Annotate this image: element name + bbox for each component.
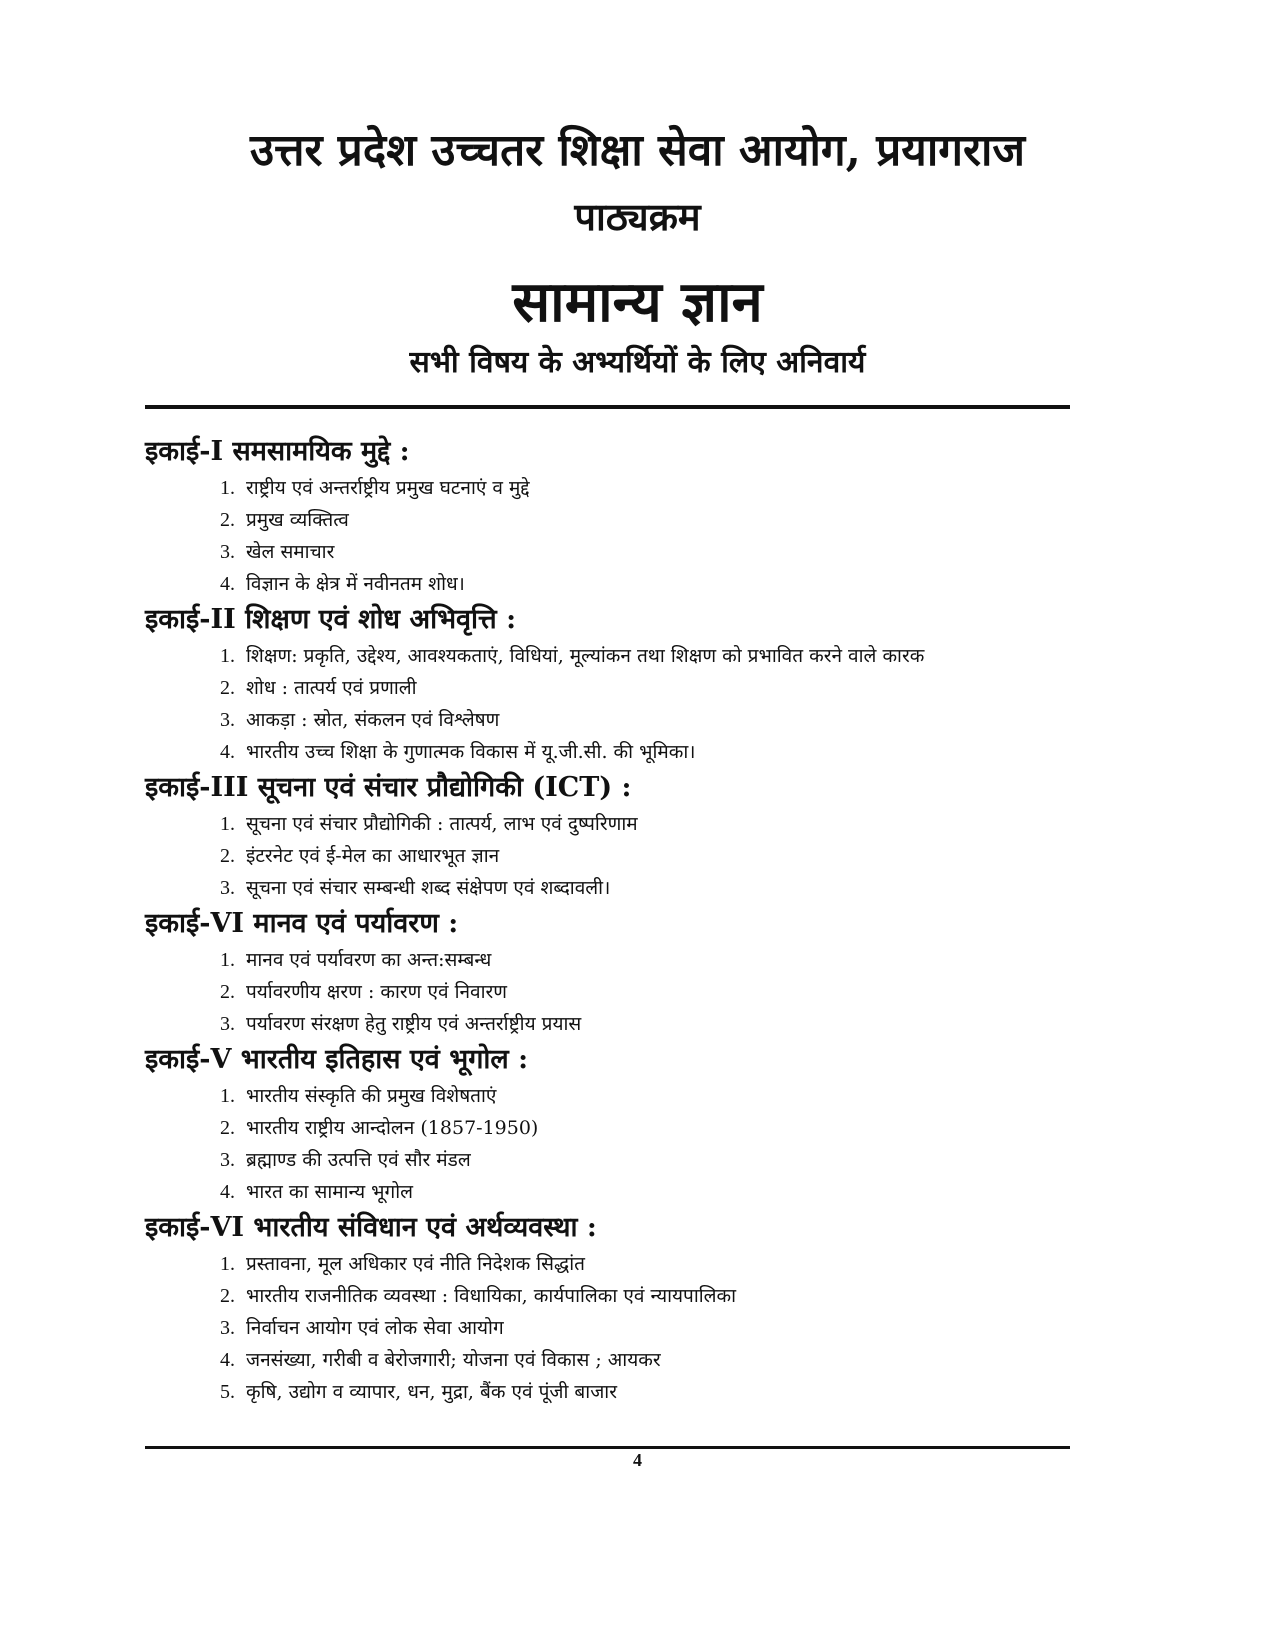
list-item <box>145 736 1075 768</box>
unit-heading: इकाई-VI भारतीय संविधान एवं अर्थव्यवस्था : <box>145 1212 597 1243</box>
list-item <box>145 504 1075 536</box>
list-item <box>145 1008 1075 1040</box>
item-text: राष्ट्रीय एवं अन्तर्राष्ट्रीय प्रमुख घटनाएं व मुद्दे <box>246 477 530 499</box>
list-item <box>145 976 1075 1008</box>
item-number: 1. <box>220 477 235 499</box>
list-item <box>145 1080 1075 1112</box>
item-number: 3. <box>220 1149 235 1171</box>
list-item <box>145 472 1075 504</box>
list-item <box>145 872 1075 904</box>
item-text: प्रस्तावना, मूल अधिकार एवं नीति निदेशक सिद्धांत <box>246 1253 585 1275</box>
syllabus-units <box>145 432 1075 1408</box>
list-item <box>145 1176 1075 1208</box>
item-number: 3. <box>220 1013 235 1035</box>
list-item <box>145 944 1075 976</box>
item-text: भारतीय राजनीतिक व्यवस्था : विधायिका, कार्यपालिका एवं न्यायपालिका <box>246 1285 737 1307</box>
item-number: 2. <box>220 1117 235 1139</box>
item-number: 2. <box>220 981 235 1003</box>
list-item <box>145 1280 1075 1312</box>
unit-heading: इकाई-I समसामयिक मुद्दे : <box>145 436 410 467</box>
list-item <box>145 672 1075 704</box>
item-text: भारतीय संस्कृति की प्रमुख विशेषताएं <box>246 1085 497 1107</box>
item-number: 4. <box>220 1349 235 1371</box>
item-number: 4. <box>220 1181 235 1203</box>
item-text: ब्रह्माण्ड की उत्पत्ति एवं सौर मंडल <box>246 1149 471 1171</box>
item-number: 1. <box>220 1253 235 1275</box>
list-item <box>145 1112 1075 1144</box>
page-number: 4 <box>633 1450 642 1470</box>
item-number: 3. <box>220 541 235 563</box>
list-item <box>145 704 1075 736</box>
unit-heading: इकाई-V भारतीय इतिहास एवं भूगोल : <box>145 1044 529 1075</box>
item-text: शोध : तात्पर्य एवं प्रणाली <box>246 677 417 699</box>
item-text: इंटरनेट एवं ई-मेल का आधारभूत ज्ञान <box>246 845 500 867</box>
item-number: 3. <box>220 1317 235 1339</box>
item-number: 5. <box>220 1381 235 1403</box>
item-number: 1. <box>220 1085 235 1107</box>
list-item <box>145 568 1075 600</box>
item-text: आकड़ा : स्रोत, संकलन एवं विश्लेषण <box>246 709 500 731</box>
subject-title: सामान्य ज्ञान <box>512 269 763 335</box>
unit-heading: इकाई-II शिक्षण एवं शोध अभिवृत्ति : <box>145 604 517 635</box>
item-text: प्रमुख व्यक्तित्व <box>246 509 349 531</box>
item-text: सूचना एवं संचार सम्बन्धी शब्द संक्षेपण एवं शब्दावली। <box>246 877 611 899</box>
item-number: 2. <box>220 509 235 531</box>
item-number: 2. <box>220 677 235 699</box>
item-number: 3. <box>220 709 235 731</box>
item-text: भारतीय उच्च शिक्षा के गुणात्मक विकास में यू.जी.सी. की भूमिका। <box>246 741 696 763</box>
item-number: 4. <box>220 741 235 763</box>
list-item <box>145 1144 1075 1176</box>
document-title: उत्तर प्रदेश उच्चतर शिक्षा सेवा आयोग, प्रयागराज <box>249 125 1026 176</box>
item-text: खेल समाचार <box>246 541 335 563</box>
mandatory-note: सभी विषय के अभ्यर्थियों के लिए अनिवार्य <box>409 345 866 380</box>
item-text: पर्यावरण संरक्षण हेतु राष्ट्रीय एवं अन्तर्राष्ट्रीय प्रयास <box>246 1013 582 1035</box>
bottom-divider <box>145 1446 1070 1449</box>
item-text: सूचना एवं संचार प्रौद्योगिकी : तात्पर्य, लाभ एवं दुष्परिणाम <box>246 813 638 835</box>
item-text: विज्ञान के क्षेत्र में नवीनतम शोध। <box>246 573 465 595</box>
list-item <box>145 1376 1075 1408</box>
item-number: 2. <box>220 845 235 867</box>
item-text: शिक्षण: प्रकृति, उद्देश्य, आवश्यकताएं, विधियां, मूल्यांकन तथा शिक्षण को प्रभावित करने वाले कारक <box>246 645 925 667</box>
item-number: 4. <box>220 573 235 595</box>
item-text: मानव एवं पर्यावरण का अन्त:सम्बन्ध <box>246 949 492 971</box>
item-number: 1. <box>220 813 235 835</box>
list-item <box>145 1312 1075 1344</box>
document-subtitle: पाठ्यक्रम <box>574 194 701 239</box>
list-item <box>145 808 1075 840</box>
list-item <box>145 1248 1075 1280</box>
list-item <box>145 640 1075 672</box>
item-number: 1. <box>220 645 235 667</box>
item-text: भारत का सामान्य भूगोल <box>246 1181 414 1203</box>
list-item <box>145 840 1075 872</box>
list-item <box>145 536 1075 568</box>
item-text: जनसंख्या, गरीबी व बेरोजगारी; योजना एवं विकास ; आयकर <box>246 1349 661 1371</box>
top-divider <box>145 405 1070 409</box>
item-text: भारतीय राष्ट्रीय आन्दोलन (1857-1950) <box>246 1117 539 1139</box>
item-number: 1. <box>220 949 235 971</box>
item-number: 2. <box>220 1285 235 1307</box>
unit-heading: इकाई-III सूचना एवं संचार प्रौद्योगिकी (ICT) : <box>145 772 632 803</box>
item-text: पर्यावरणीय क्षरण : कारण एवं निवारण <box>246 981 508 1003</box>
item-text: निर्वाचन आयोग एवं लोक सेवा आयोग <box>246 1317 504 1339</box>
list-item <box>145 1344 1075 1376</box>
item-text: कृषि, उद्योग व व्यापार, धन, मुद्रा, बैंक एवं पूंजी बाजार <box>246 1381 617 1403</box>
unit-heading: इकाई-VI मानव एवं पर्यावरण : <box>145 908 459 939</box>
item-number: 3. <box>220 877 235 899</box>
